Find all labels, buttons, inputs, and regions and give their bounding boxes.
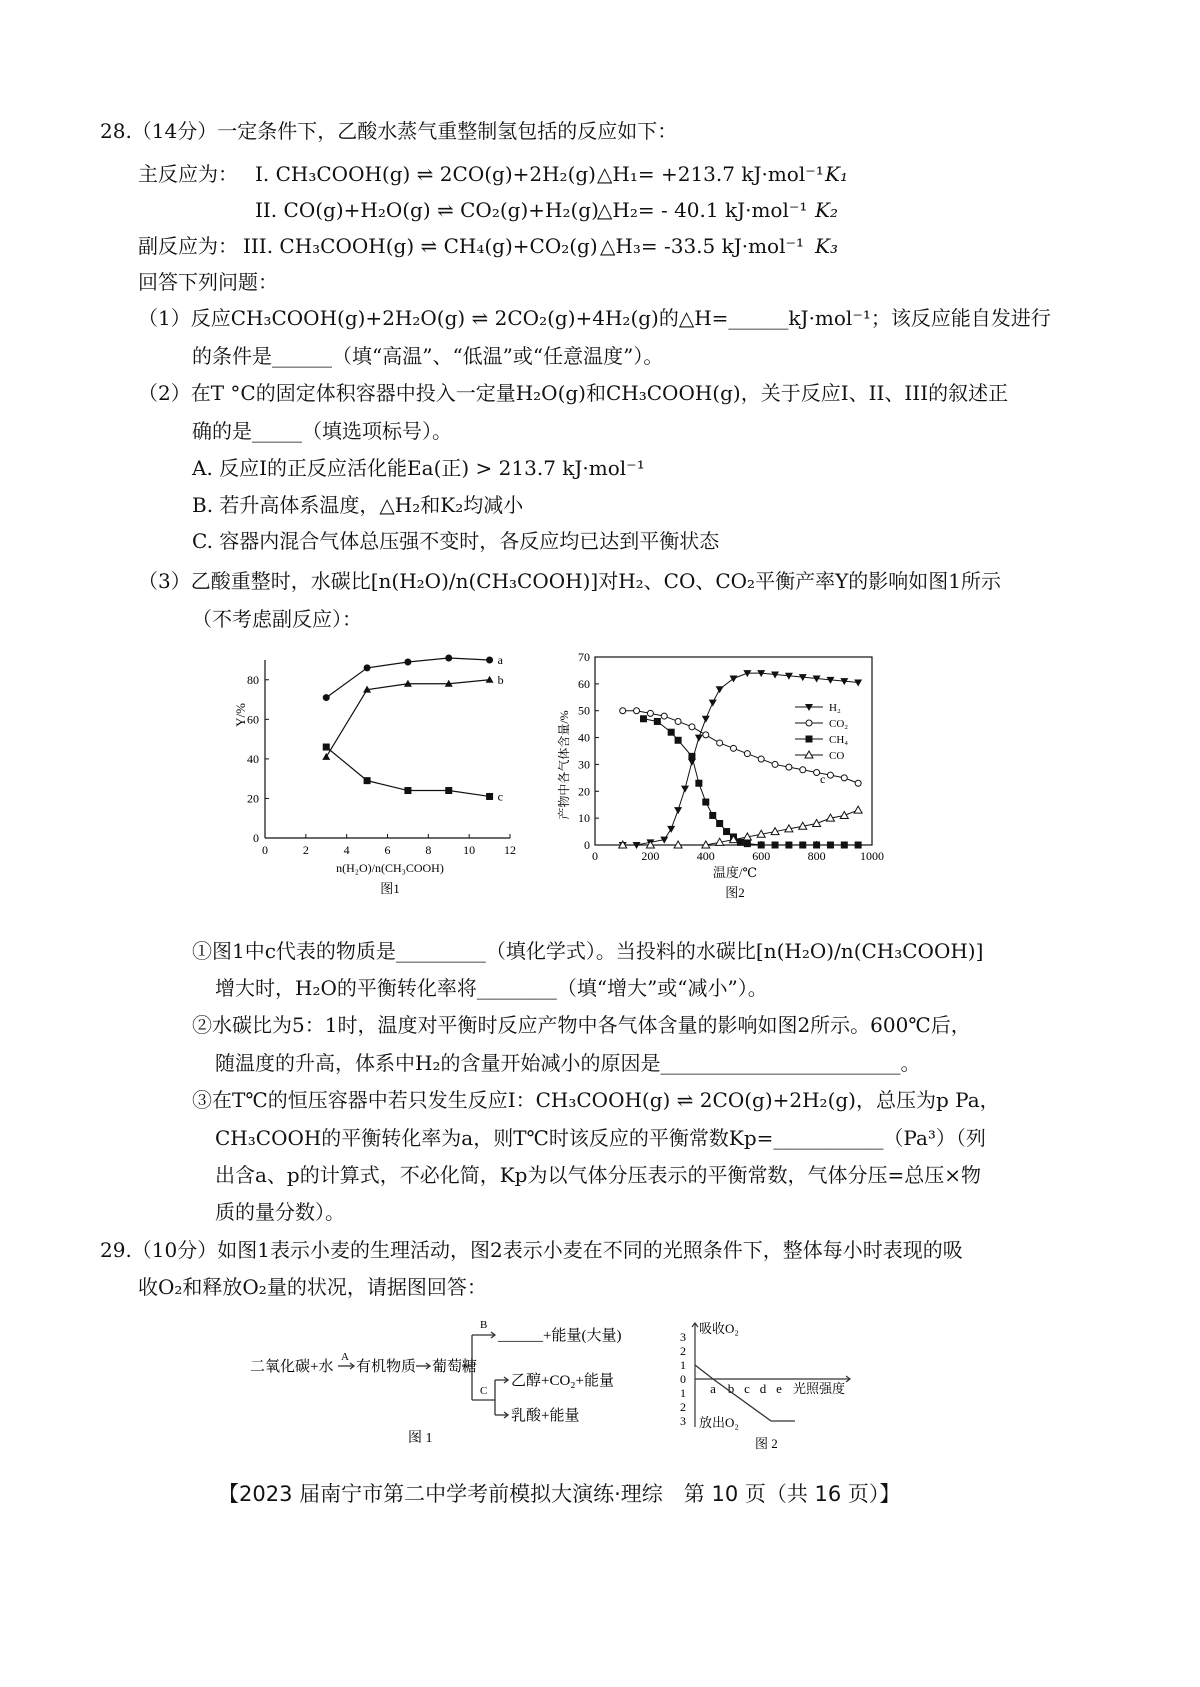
- figure2-series-line-0: [623, 673, 858, 845]
- figure2-point-2: [855, 842, 862, 849]
- figure2-point-2: [688, 753, 695, 760]
- figure2-point-2: [675, 737, 682, 744]
- rxn3-k: K₃: [815, 234, 838, 258]
- bio2-ytick-label: 0: [680, 1372, 686, 1386]
- bio2-xtick-label: c: [744, 1381, 750, 1396]
- rxn3-equation: III. CH₃COOH(g) ⇌ CH₄(g)+CO₂(g): [243, 234, 598, 258]
- figure2-legend-label: CO: [829, 750, 845, 762]
- figure2-point-2: [702, 799, 709, 806]
- rxn2-enthalpy: △H₂= - 40.1 kJ·mol⁻¹: [597, 198, 808, 222]
- figure2-point-2: [716, 820, 723, 827]
- figure2-point-3: [854, 806, 862, 813]
- bio-start: 二氧化碳+水: [250, 1359, 334, 1375]
- figure2-xtick-label: 800: [807, 849, 826, 863]
- figure1-point-c: [445, 787, 452, 794]
- figure2-point-0: [709, 700, 717, 707]
- figure2-point-0: [695, 735, 703, 742]
- part1-line2: 的条件是______（填“高温”、“低温”或“任意温度”）。: [192, 344, 664, 368]
- figure1-series-line-b: [326, 680, 489, 757]
- q29-line1: 29.（10分）如图1表示小麦的生理活动，图2表示小麦在不同的光照条件下，整体每小时表现的吸: [100, 1238, 963, 1262]
- figure2-legend-label: H₂: [829, 702, 841, 714]
- figure1-chart: [220, 645, 540, 905]
- rxn2-k: K₂: [815, 198, 838, 222]
- figure1-xtick-label: 10: [463, 843, 476, 857]
- figure2-point-2: [640, 715, 647, 722]
- figure2-legend-marker: [806, 720, 812, 726]
- side-rxn-label: 副反应为：: [138, 234, 238, 258]
- bio2-xtick-label: e: [776, 1381, 782, 1396]
- figure2-xtick-label: 0: [592, 849, 598, 863]
- figure1-point-c: [404, 787, 411, 794]
- figure1-point-c: [323, 744, 330, 751]
- figure2-point-0: [702, 716, 710, 723]
- figure2-xtick-label: 400: [696, 849, 715, 863]
- figure2-point-0: [730, 675, 738, 682]
- option-c: C. 容器内混合气体总压强不变时，各反应均已达到平衡状态: [192, 529, 720, 553]
- bio2-title: 图 2: [755, 1436, 778, 1451]
- figure1-point-a: [486, 657, 493, 664]
- figure2-point-2: [695, 780, 702, 787]
- bio2-ytick-label: 1: [680, 1386, 686, 1400]
- rxn2-equation: II. CO(g)+H₂O(g) ⇌ CO₂(g)+H₂(g): [255, 198, 599, 222]
- part2-line1: （2）在T °C的固定体积容器中投入一定量H₂O(g)和CH₃COOH(g)，关于反应I、II、III的叙述正: [138, 381, 1009, 405]
- figure2-point-1: [855, 780, 861, 786]
- figure2-legend-label: CO₂: [829, 718, 849, 730]
- figure1-xtick-label: 12: [504, 843, 516, 857]
- figure1-point-a: [445, 655, 452, 662]
- q28-header: 28.（14分）一定条件下，乙酸水蒸气重整制氢包括的反应如下：: [100, 119, 678, 143]
- figure2-point-1: [620, 708, 626, 714]
- figure1-ytick-label: 20: [247, 791, 259, 806]
- sub2-line2: 随温度的升高，体系中H₂的含量开始减小的原因是________________________。: [215, 1051, 921, 1075]
- figure2-legend-label: CH₄: [829, 734, 849, 746]
- bio-out-c1: 乙醇+CO₂+能量: [511, 1373, 614, 1389]
- part3-line1: （3）乙酸重整时，水碳比[n(H₂O)/n(CH₃COOH)]对H₂、CO、CO₂平衡产率Y的影响如图1所示: [138, 569, 1001, 593]
- option-a: A. 反应I的正反应活化能Ea(正) > 213.7 kJ·mol⁻¹: [192, 456, 645, 480]
- part1-line1: （1）反应CH₃COOH(g)+2H₂O(g) ⇌ 2CO₂(g)+4H₂(g)的△H=______kJ·mol⁻¹；该反应能自发进行: [138, 306, 1051, 330]
- figure1-ytick-label: 0: [253, 831, 259, 845]
- figure2-point-1: [814, 769, 820, 775]
- figure2-point-2: [723, 828, 730, 835]
- figure2-point-2: [813, 842, 820, 849]
- figure2-point-2: [827, 842, 834, 849]
- figure2-point-0: [854, 680, 862, 687]
- figure2-point-1: [647, 710, 653, 716]
- figure1-xtick-label: 2: [302, 843, 309, 857]
- figure2-point-1: [744, 751, 750, 757]
- figure2-point-1: [841, 775, 847, 781]
- bio2-ytick-label: 2: [680, 1400, 686, 1414]
- figure2-annotation-c: c: [820, 772, 826, 786]
- figure2-xtick-label: 200: [641, 849, 660, 863]
- figure2-ytick-label: 60: [578, 676, 590, 691]
- bio-figure1: [240, 1310, 640, 1450]
- figure2-point-1: [675, 718, 681, 724]
- bio2-xlabel: 光照强度: [793, 1381, 846, 1396]
- figure2-point-1: [689, 724, 695, 730]
- bio-figure2: [675, 1315, 875, 1455]
- bio-glucose: 葡萄糖: [432, 1359, 478, 1375]
- figure1-ytick-label: 40: [247, 751, 259, 766]
- figure1-ytick-label: 60: [247, 712, 259, 727]
- figure2-point-1: [827, 772, 833, 778]
- figure1-point-a: [404, 658, 411, 665]
- bio2-absorb-label: 吸收O₂: [699, 1321, 739, 1336]
- rxn1-enthalpy: △H₁= +213.7 kJ·mol⁻¹: [597, 162, 824, 186]
- part3-line2: （不考虑副反应）：: [192, 607, 362, 631]
- figure1-ylabel: Y/%: [233, 703, 248, 727]
- figure2-xlabel: 温度/℃: [712, 865, 758, 880]
- figure2-point-2: [785, 842, 792, 849]
- figure2-point-3: [840, 811, 848, 818]
- sub3-line2: CH₃COOH的平衡转化率为a，则T℃时该反应的平衡常数Kp=___________（Pa³）（列: [215, 1126, 986, 1150]
- bio-branch-b: B: [480, 1319, 488, 1331]
- answer-prompt: 回答下列问题：: [138, 270, 278, 294]
- figure2-ytick-label: 0: [584, 838, 590, 852]
- figure2-ytick-label: 30: [578, 757, 590, 772]
- figure2-point-2: [799, 842, 806, 849]
- figure2-title: 图2: [725, 885, 745, 900]
- figure2-ytick-label: 10: [578, 811, 590, 826]
- part2-line2: 确的是_____（填选项标号）。: [192, 419, 452, 443]
- figure1-point-a: [364, 664, 371, 671]
- sub3-line3: 出含a、p的计算式，不必化简，Kp为以气体分压表示的平衡常数，气体分压=总压×物: [215, 1163, 981, 1187]
- figure2-point-2: [709, 812, 716, 819]
- figure2-point-0: [716, 686, 724, 693]
- figure2-point-1: [758, 756, 764, 762]
- figure1-point-a: [323, 694, 330, 701]
- figure2-point-1: [731, 745, 737, 751]
- bio2-release-label: 放出O₂: [699, 1415, 739, 1430]
- figure2-point-0: [681, 786, 689, 793]
- sub2-line1: ②水碳比为5：1时，温度对平衡时反应产物中各气体含量的影响如图2所示。600℃后，: [192, 1013, 971, 1037]
- figure2-ytick-label: 20: [578, 784, 590, 799]
- figure1-series-label-c: c: [497, 789, 503, 804]
- bio-fig1-title: 图 1: [408, 1431, 433, 1446]
- figure2-ytick-label: 50: [578, 703, 590, 718]
- sub3-line1: ③在T℃的恒压容器中若只发生反应I：CH₃COOH(g) ⇌ 2CO(g)+2H₂(g)，总压为p Pa，: [192, 1088, 1000, 1112]
- figure1-title: 图1: [380, 881, 400, 896]
- bio-organic: 有机物质: [356, 1359, 417, 1375]
- bio-out-c2: 乳酸+能量: [511, 1408, 580, 1424]
- option-b: B. 若升高体系温度，△H₂和K₂均减小: [192, 493, 524, 517]
- figure2-point-2: [668, 729, 675, 736]
- main-rxn-label: 主反应为：: [138, 162, 238, 186]
- figure2-xtick-label: 600: [752, 849, 771, 863]
- figure2-legend-marker: [806, 736, 813, 743]
- figure1-xtick-label: 8: [425, 843, 432, 857]
- figure2-point-1: [772, 761, 778, 767]
- bio2-xtick-label: d: [759, 1381, 767, 1396]
- rxn1-k: K₁: [825, 162, 848, 186]
- figure1-series-label-b: b: [497, 672, 504, 687]
- bio2-xtick-label: a: [710, 1381, 716, 1396]
- q29-line2: 收O₂和释放O₂量的状况，请据图回答：: [138, 1275, 487, 1299]
- rxn1-equation: I. CH₃COOH(g) ⇌ 2CO(g)+2H₂(g): [255, 162, 596, 186]
- rxn3-enthalpy: △H₃= -33.5 kJ·mol⁻¹: [600, 234, 805, 258]
- figure1-point-c: [486, 793, 493, 800]
- bio-out-b: ______+能量(大量): [498, 1328, 622, 1344]
- figure2-ytick-label: 40: [578, 730, 590, 745]
- figure2-xtick-label: 1000: [860, 849, 884, 863]
- figure1-xtick-label: 0: [262, 843, 268, 857]
- bio2-ytick-label: 3: [680, 1414, 686, 1428]
- bio-arrow-a: A: [341, 1351, 349, 1363]
- figure2-point-1: [703, 732, 709, 738]
- figure2-point-3: [813, 820, 821, 827]
- figure1-xlabel: n(H₂O)/n(CH₃COOH): [336, 861, 444, 875]
- sub1-line2: 增大时，H₂O的平衡转化率将________（填“增大”或“减小”）。: [215, 976, 768, 1000]
- page-footer: 【2023 届南宁市第二中学考前模拟大演练·理综 第 10 页（共 16 页）】: [218, 1482, 901, 1506]
- figure1-xtick-label: 4: [343, 843, 350, 857]
- bio2-ytick-label: 3: [680, 1330, 686, 1344]
- figure2-point-1: [634, 708, 640, 714]
- bio2-xtick-label: b: [727, 1381, 735, 1396]
- sub3-line4: 质的量分数）。: [215, 1200, 345, 1224]
- figure2-point-1: [800, 767, 806, 773]
- figure2-point-1: [717, 740, 723, 746]
- bio2-ytick-label: 1: [680, 1358, 686, 1372]
- sub1-line1: ①图1中c代表的物质是_________（填化学式）。当投料的水碳比[n(H₂O)/n(CH₃COOH)]: [192, 939, 984, 963]
- figure2-point-1: [661, 713, 667, 719]
- figure2-point-2: [758, 842, 765, 849]
- figure2-chart: [550, 645, 900, 905]
- figure1-xtick-label: 6: [384, 843, 391, 857]
- bio2-ytick-label: 2: [680, 1344, 686, 1358]
- figure2-point-0: [674, 807, 682, 814]
- figure2-point-2: [744, 840, 751, 847]
- bio-branch-c: C: [480, 1385, 488, 1397]
- figure1-point-c: [364, 777, 371, 784]
- figure1-series-label-a: a: [497, 653, 503, 667]
- figure1-point-b: [486, 676, 494, 683]
- figure2-point-0: [667, 826, 675, 833]
- figure1-point-b: [322, 753, 330, 760]
- figure2-point-2: [772, 842, 779, 849]
- figure2-point-1: [786, 764, 792, 770]
- figure2-ytick-label: 70: [578, 650, 590, 664]
- figure2-point-2: [654, 718, 661, 725]
- figure2-ylabel: 产物中各气体含量/%: [557, 710, 571, 820]
- figure1-ytick-label: 80: [247, 672, 259, 687]
- figure2-point-2: [841, 842, 848, 849]
